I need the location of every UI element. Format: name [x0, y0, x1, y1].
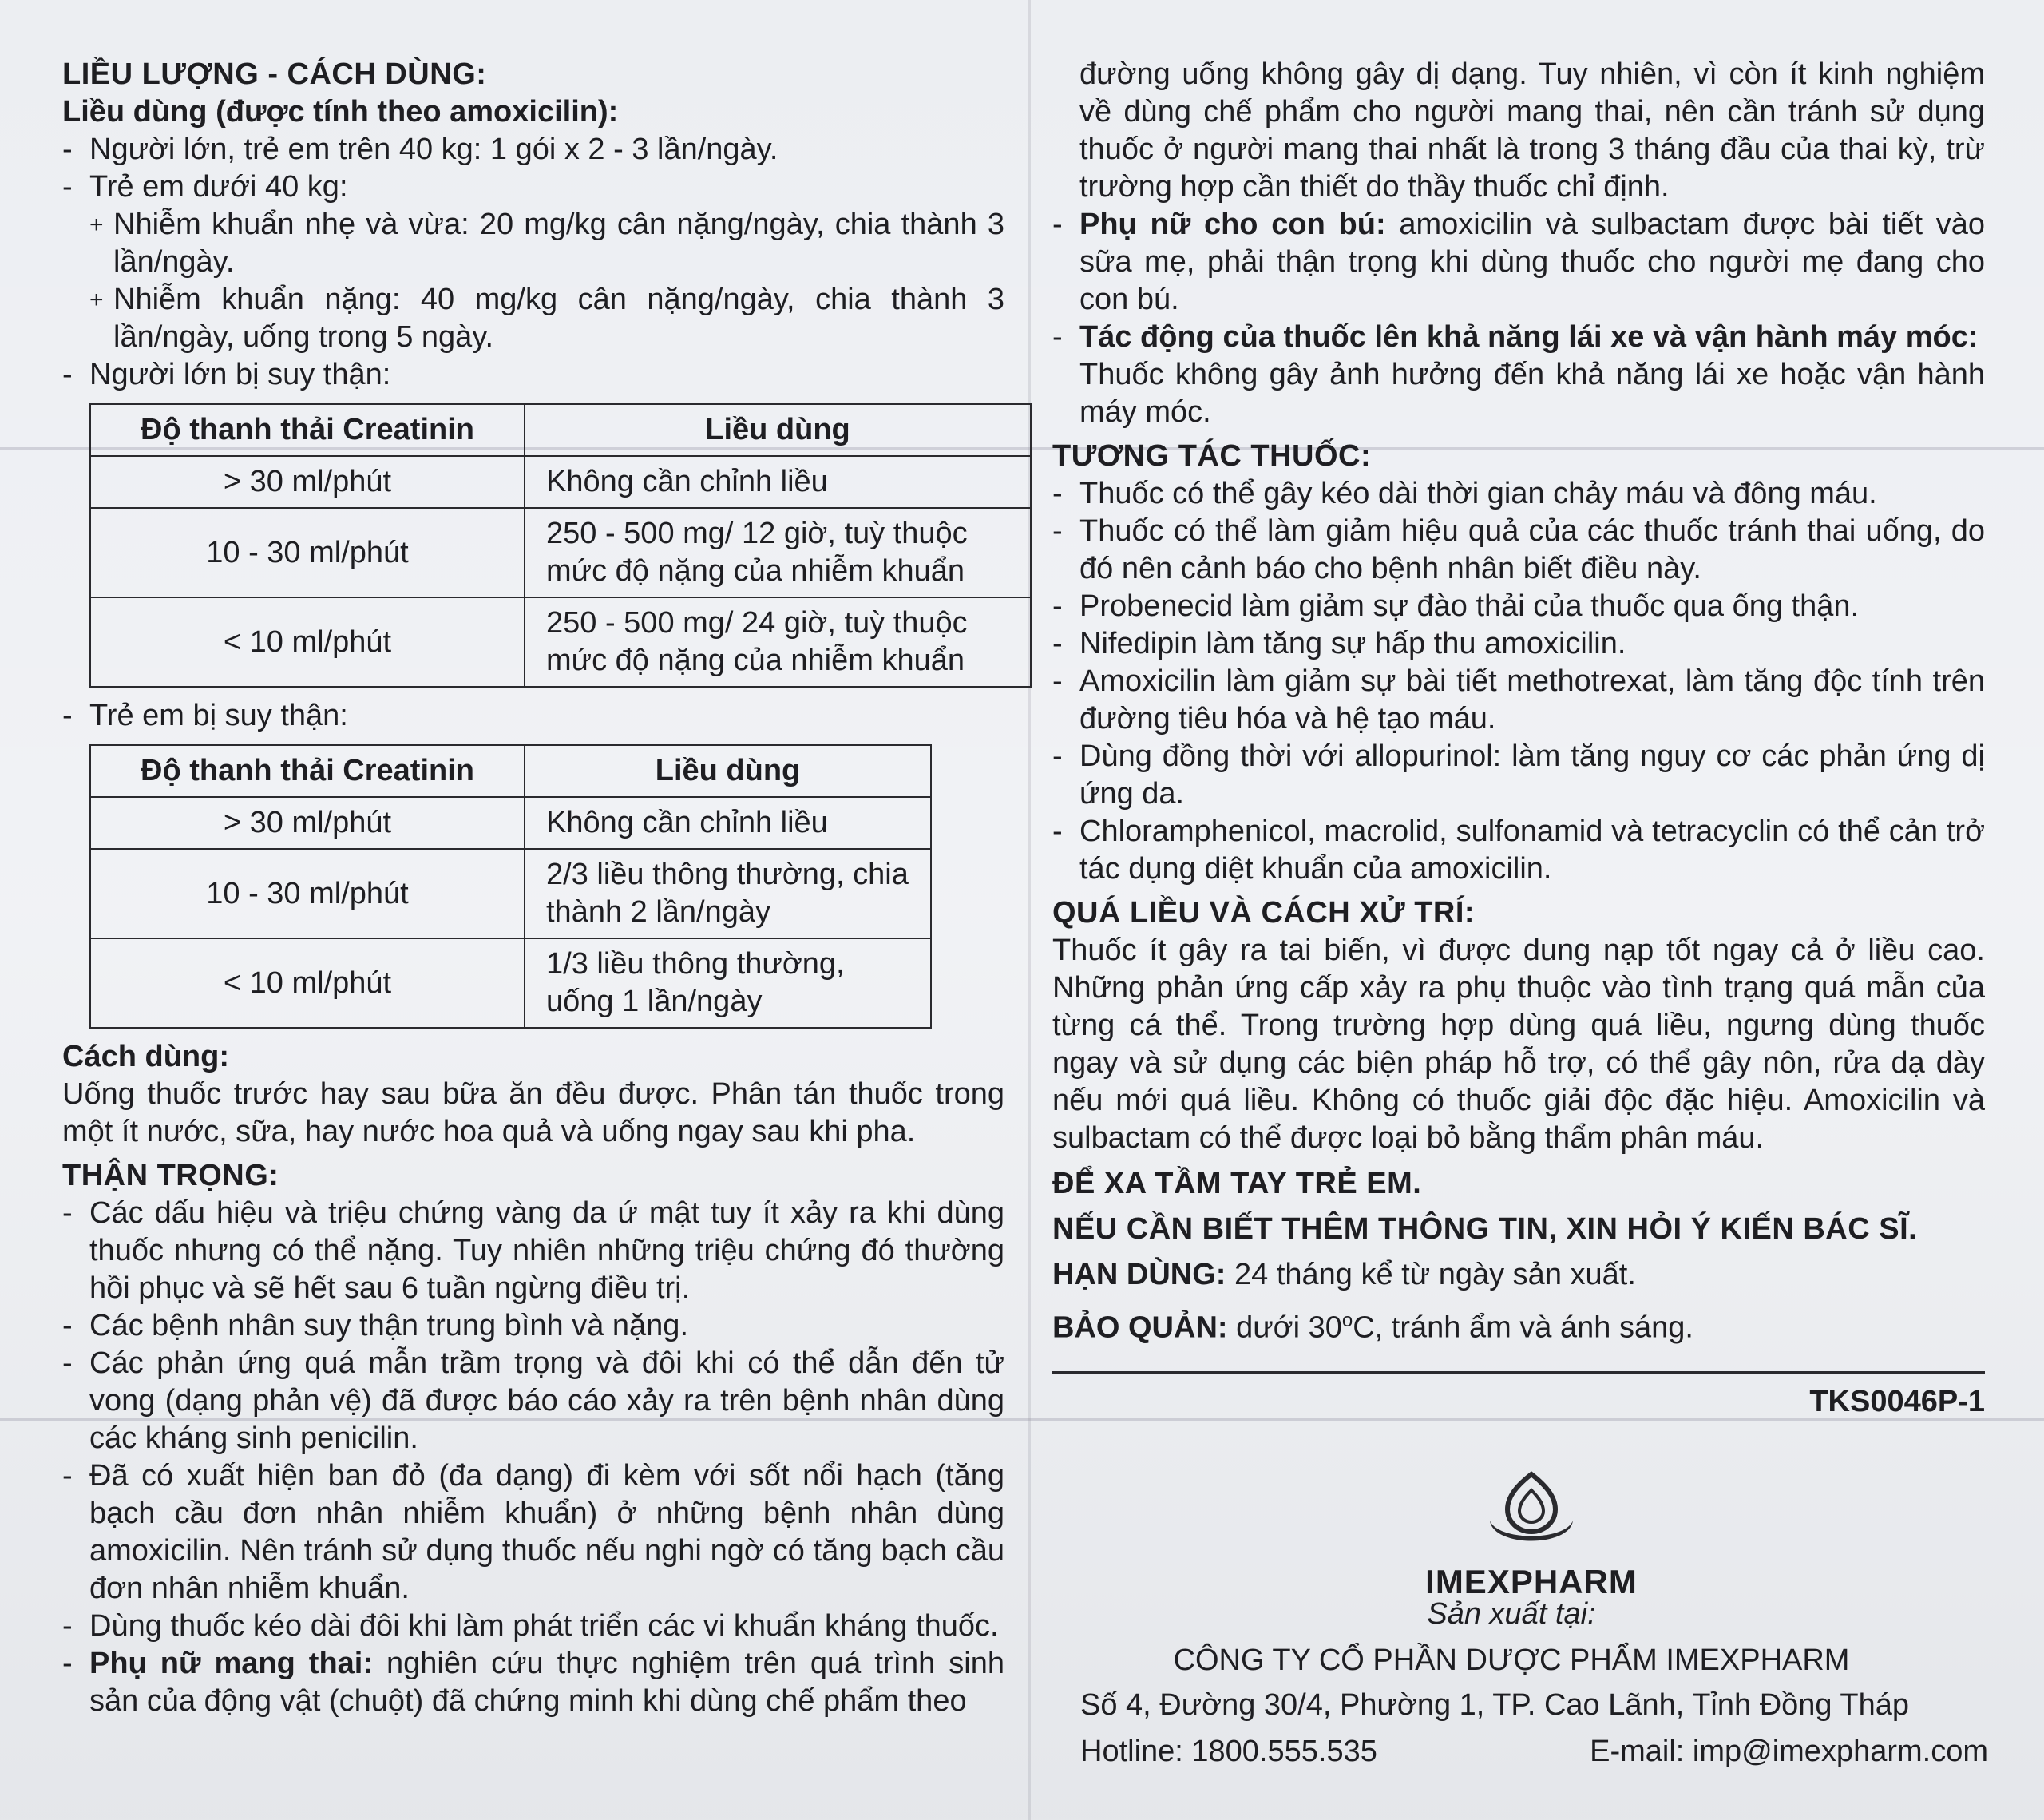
- interaction-text: Probenecid làm giảm sự đào thải của thuốc qua ống thận.: [1079, 589, 1860, 623]
- driving-label: Tác động của thuốc lên khả năng lái xe và vận hành máy móc:: [1079, 320, 1979, 354]
- table-cell-dose: Không cần chỉnh liều: [525, 456, 1031, 508]
- company-address: Số 4, Đường 30/4, Phường 1, TP. Cao Lãnh, Tỉnh Đồng Tháp: [1080, 1688, 1910, 1722]
- logo-icon: [1476, 1468, 1587, 1556]
- adult-renal-table: [89, 403, 1032, 688]
- caution-text: Các phản ứng quá mẫn trầm trọng và đôi khi có thể dẫn đến tử vong (dạng phản vệ) đã được báo cáo xảy ra trên bệnh nhân dùng các kháng sinh penicilin.: [89, 1346, 1004, 1455]
- expiry-text: 24 tháng kể từ ngày sản xuất.: [1234, 1258, 1636, 1291]
- overdose-heading: QUÁ LIỀU VÀ CÁCH XỬ TRÍ:: [1052, 896, 1476, 930]
- usage-text: Uống thuốc trước hay sau bữa ăn đều được. Phân tán thuốc trong một ít nước, sữa, hay nước hoa quả và uống ngay sau khi pha.: [62, 1077, 1004, 1148]
- caution-text: Đã có xuất hiện ban đỏ (đa dạng) đi kèm với sốt nổi hạch (tăng bạch cầu đơn nhân nhiễm khuẩn) ở những bệnh nhân dùng amoxicilin. Nên tránh sử dụng thuốc nếu nghi ngờ có tăng bạch cầu đơn nhân nhiễm khuẩn.: [89, 1459, 1004, 1605]
- pregnant-continued: đường uống không gây dị dạng. Tuy nhiên, vì còn ít kinh nghiệm về dùng chế phẩm cho người mang thai, nên cần tránh sử dụng thuốc ở người mang thai nhất là trong 3 tháng đầu của thai kỳ, trừ trường hợp cần thiết do thầy thuốc chỉ định.: [1079, 57, 1985, 204]
- table-row: [90, 508, 1031, 597]
- table-header-clearance: Độ thanh thải Creatinin: [90, 745, 525, 797]
- table-row: [90, 797, 931, 849]
- usage-heading: Cách dùng:: [62, 1040, 229, 1073]
- overdose-text: Thuốc ít gây ra tai biến, vì được dung nạp tốt ngay cả ở liều cao. Những phản ứng cấp xảy ra phụ thuộc vào tình trạng quá mẫn của từng cá thể. Trong trường hợp dùng quá liều, ngưng dùng thuốc ngay và sử dụng các biện pháp hỗ trợ, có thể gây nôn, rửa dạ dày nếu mới quá liều. Không có thuốc giải độc đặc hiệu. Amoxicilin và sulbactam có thể được loại bỏ bằng thẩm phân máu.: [1052, 934, 1985, 1155]
- table-cell-clearance: > 30 ml/phút: [90, 797, 525, 849]
- right-column: [1052, 56, 1985, 1421]
- severe-infection-text: Nhiễm khuẩn nặng: 40 mg/kg cân nặng/ngày, chia thành 3 lần/ngày, uống trong 5 ngày.: [113, 283, 1004, 354]
- table-header-row: [90, 745, 931, 797]
- table-row: [90, 597, 1031, 687]
- table-cell-clearance: > 30 ml/phút: [90, 456, 525, 508]
- table-row: [90, 938, 931, 1028]
- table-cell-clearance: < 10 ml/phút: [90, 597, 525, 687]
- dosage-heading: LIỀU LƯỢNG - CÁCH DÙNG:: [62, 57, 487, 91]
- interaction-item: - Probenecid làm giảm sự đào thải của thuốc qua ống thận.: [1052, 589, 1860, 623]
- table-cell-clearance: < 10 ml/phút: [90, 938, 525, 1028]
- adult-renal-item: - Người lớn bị suy thận:: [62, 358, 391, 391]
- table-cell-dose: 2/3 liều thông thường, chia thành 2 lần/ngày: [525, 849, 931, 938]
- interaction-item: - Dùng đồng thời với allopurinol: làm tăng nguy cơ các phản ứng dị ứng da.: [1052, 739, 1985, 811]
- caution-text: Các dấu hiệu và triệu chứng vàng da ứ mật tuy ít xảy ra khi dùng thuốc nhưng có thể nặng. Tuy nhiên những triệu chứng đó thường hồi phục và sẽ hết sau 6 tuần ngừng điều trị.: [89, 1196, 1004, 1305]
- caution-text: Dùng thuốc kéo dài đôi khi làm phát triển các vi khuẩn kháng thuốc.: [89, 1609, 999, 1643]
- interaction-text: Amoxicilin làm giảm sự bài tiết methotrexat, làm tăng độc tính trên đường tiêu hóa và hệ tạo máu.: [1079, 664, 1985, 736]
- company-name: CÔNG TY CỔ PHẦN DƯỢC PHẨM IMEXPHARM: [1173, 1644, 1850, 1677]
- degree-mark: o: [1341, 1310, 1353, 1331]
- expiry-line: [1052, 1256, 1985, 1294]
- driving-item: - Tác động của thuốc lên khả năng lái xe và vận hành máy móc: Thuốc không gây ảnh hưởng đến khả năng lái xe hoặc vận hành máy móc.: [1052, 320, 1985, 429]
- interaction-item: - Nifedipin làm tăng sự hấp thu amoxicilin.: [1052, 627, 1626, 660]
- pregnant-text: nghiên cứu thực nghiệm trên quá trình sinh sản của động vật (chuột) đã chứng minh khi dùng chế phẩm theo: [89, 1647, 1004, 1718]
- brand-name: IMEXPHARM: [1425, 1563, 1638, 1600]
- caution-item: - Đã có xuất hiện ban đỏ (đa dạng) đi kèm với sốt nổi hạch (tăng bạch cầu đơn nhân nhiễm khuẩn) ở những bệnh nhân dùng amoxicilin. Nên tránh sử dụng thuốc nếu nghi ngờ có tăng bạch cầu đơn nhân nhiễm khuẩn.: [62, 1459, 1004, 1605]
- ask-doctor-notice: NẾU CẦN BIẾT THÊM THÔNG TIN, XIN HỎI Ý KIẾN BÁC SĨ.: [1052, 1212, 1918, 1246]
- dose-subheading: Liều dùng (được tính theo amoxicilin):: [62, 95, 619, 129]
- interaction-item: - Thuốc có thể làm giảm hiệu quả của các thuốc tránh thai uống, do đó nên cảnh báo cho bệnh nhân biết điều này.: [1052, 514, 1985, 585]
- interaction-item: - Chloramphenicol, macrolid, sulfonamid và tetracyclin có thể cản trở tác dụng diệt khuẩn của amoxicilin.: [1052, 815, 1985, 886]
- table-header-row: [90, 404, 1031, 456]
- table-cell-dose: 1/3 liều thông thường, uống 1 lần/ngày: [525, 938, 931, 1028]
- table-cell-dose: Không cần chỉnh liều: [525, 797, 931, 849]
- pregnant-label: Phụ nữ mang thai:: [89, 1647, 374, 1680]
- expiry-label: HẠN DÙNG:: [1052, 1258, 1226, 1291]
- driving-text: Thuốc không gây ảnh hưởng đến khả năng lái xe hoặc vận hành máy móc.: [1079, 358, 1985, 429]
- child-renal-item: - Trẻ em bị suy thận:: [62, 699, 348, 732]
- table-header-dose: Liều dùng: [525, 745, 931, 797]
- pregnant-item: - Phụ nữ mang thai: nghiên cứu thực nghiệm trên quá trình sinh sản của động vật (chuột) đã chứng minh khi dùng chế phẩm theo: [62, 1647, 1004, 1718]
- storage-text-pre: dưới 30: [1236, 1310, 1342, 1345]
- interaction-item: - Amoxicilin làm giảm sự bài tiết methotrexat, làm tăng độc tính trên đường tiêu hóa và hệ tạo máu.: [1052, 664, 1985, 736]
- breastfeed-label: Phụ nữ cho con bú:: [1079, 208, 1386, 241]
- mild-infection-text: Nhiễm khuẩn nhẹ và vừa: 20 mg/kg cân nặng/ngày, chia thành 3 lần/ngày.: [113, 208, 1004, 279]
- interaction-text: Thuốc có thể gây kéo dài thời gian chảy máu và đông máu.: [1079, 477, 1877, 510]
- interaction-heading: TƯƠNG TÁC THUỐC:: [1052, 439, 1372, 473]
- hotline: Hotline: 1800.555.535: [1080, 1735, 1377, 1768]
- adult-renal-text: Người lớn bị suy thận:: [89, 358, 391, 391]
- caution-item: - Dùng thuốc kéo dài đôi khi làm phát triển các vi khuẩn kháng thuốc.: [62, 1609, 999, 1643]
- email: E-mail: imp@imexpharm.com: [1590, 1735, 1988, 1768]
- storage-line: [1052, 1302, 1985, 1347]
- table-header-clearance: Độ thanh thải Creatinin: [90, 404, 525, 456]
- left-column: [62, 56, 1004, 1720]
- table-row: [90, 456, 1031, 508]
- table-cell-clearance: 10 - 30 ml/phút: [90, 508, 525, 597]
- table-header-dose: Liều dùng: [525, 404, 1031, 456]
- breastfeed-text: amoxicilin và sulbactam được bài tiết vào sữa mẹ, phải thận trọng khi dùng thuốc cho người mẹ đang cho con bú.: [1079, 208, 1986, 316]
- child-under-text: Trẻ em dưới 40 kg:: [89, 170, 348, 204]
- breastfeed-item: - Phụ nữ cho con bú: amoxicilin và sulbactam được bài tiết vào sữa mẹ, phải thận trọng khi dùng thuốc cho người mẹ đang cho con bú.: [1052, 208, 1986, 316]
- caution-item: - Các dấu hiệu và triệu chứng vàng da ứ mật tuy ít xảy ra khi dùng thuốc nhưng có thể nặng. Tuy nhiên những triệu chứng đó thường hồi phục và sẽ hết sau 6 tuần ngừng điều trị.: [62, 1196, 1004, 1305]
- mild-infection-item: + Nhiễm khuẩn nhẹ và vừa: 20 mg/kg cân nặng/ngày, chia thành 3 lần/ngày.: [89, 208, 1004, 279]
- severe-infection-item: + Nhiễm khuẩn nặng: 40 mg/kg cân nặng/ngày, chia thành 3 lần/ngày, uống trong 5 ngày.: [89, 283, 1004, 354]
- caution-text: Các bệnh nhân suy thận trung bình và nặng.: [89, 1309, 688, 1342]
- interaction-text: Chloramphenicol, macrolid, sulfonamid và tetracyclin có thể cản trở tác dụng diệt khuẩn của amoxicilin.: [1079, 815, 1985, 886]
- document-code: TKS0046P-1: [1809, 1384, 1985, 1418]
- caution-heading: THẬN TRỌNG:: [62, 1159, 279, 1192]
- interaction-text: Dùng đồng thời với allopurinol: làm tăng nguy cơ các phản ứng dị ứng da.: [1079, 739, 1985, 811]
- table-row: [90, 849, 931, 938]
- storage-label: BẢO QUẢN:: [1052, 1310, 1228, 1345]
- adult-dose-item: - Người lớn, trẻ em trên 40 kg: 1 gói x 2 - 3 lần/ngày.: [62, 133, 778, 166]
- storage-text-post: C, tránh ẩm và ánh sáng.: [1353, 1310, 1693, 1345]
- child-renal-text: Trẻ em bị suy thận:: [89, 699, 348, 732]
- table-cell-dose: 250 - 500 mg/ 12 giờ, tuỳ thuộc mức độ nặng của nhiễm khuẩn: [525, 508, 1031, 597]
- child-renal-table: [89, 744, 932, 1029]
- keep-away-notice: ĐỂ XA TẦM TAY TRẺ EM.: [1052, 1167, 1422, 1200]
- child-under-item: - Trẻ em dưới 40 kg:: [62, 170, 348, 204]
- divider: [1052, 1371, 1985, 1374]
- table-cell-dose: 250 - 500 mg/ 24 giờ, tuỳ thuộc mức độ nặng của nhiễm khuẩn: [525, 597, 1031, 687]
- adult-dose-text: Người lớn, trẻ em trên 40 kg: 1 gói x 2 - 3 lần/ngày.: [89, 133, 778, 166]
- company-logo: [1420, 1468, 1643, 1601]
- caution-item: - Các phản ứng quá mẫn trầm trọng và đôi khi có thể dẫn đến tử vong (dạng phản vệ) đã được báo cáo xảy ra trên bệnh nhân dùng các kháng sinh penicilin.: [62, 1346, 1004, 1455]
- made-at-label: Sản xuất tại:: [1427, 1597, 1596, 1631]
- table-cell-clearance: 10 - 30 ml/phút: [90, 849, 525, 938]
- caution-item: - Các bệnh nhân suy thận trung bình và nặng.: [62, 1309, 688, 1342]
- interaction-text: Nifedipin làm tăng sự hấp thu amoxicilin.: [1079, 627, 1626, 660]
- fold-line: [1028, 0, 1031, 1820]
- interaction-item: - Thuốc có thể gây kéo dài thời gian chảy máu và đông máu.: [1052, 477, 1877, 510]
- interaction-text: Thuốc có thể làm giảm hiệu quả của các thuốc tránh thai uống, do đó nên cảnh báo cho bệnh nhân biết điều này.: [1079, 514, 1985, 585]
